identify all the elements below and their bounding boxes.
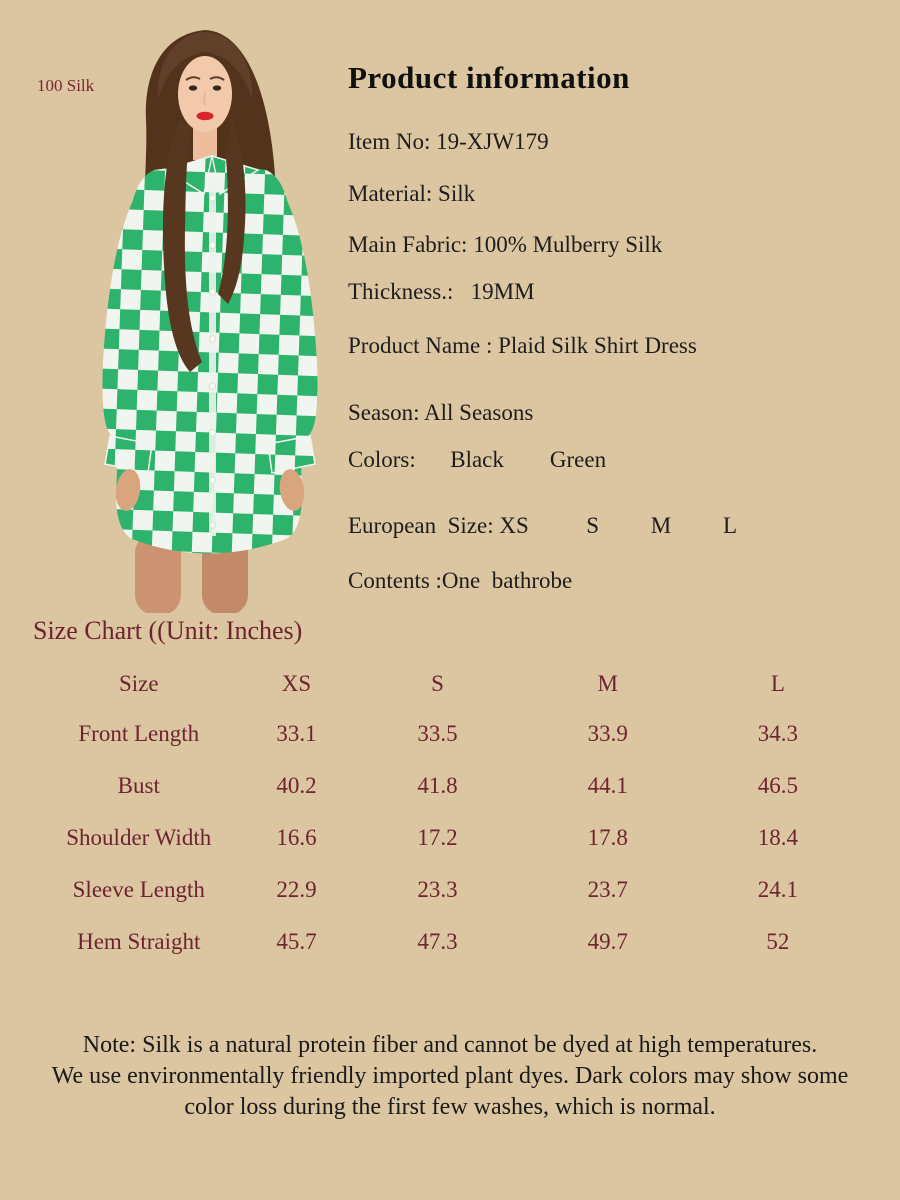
table-row: [35, 916, 865, 968]
cell-value: 40.2: [276, 773, 317, 798]
eye-right: [213, 85, 221, 90]
info-line-main-fabric: Main Fabric: 100% Mulberry Silk: [348, 232, 663, 258]
note-line-2: We use environmentally friendly imported plant dyes. Dark colors may show some color loss during the first few washes, which is normal.: [51, 1063, 849, 1120]
col-header-m: M: [597, 671, 618, 696]
info-line-european-size: European Size: XS S M L: [348, 513, 738, 539]
cell-value: 52: [766, 929, 790, 954]
table-row: [35, 708, 865, 760]
row-label: Hem Straight: [77, 929, 201, 954]
lips-shape: [197, 112, 214, 120]
cell-value: 33.9: [587, 721, 628, 746]
info-line-colors: Colors: Black Green: [348, 446, 607, 472]
info-line-material: Material: Silk: [348, 180, 476, 206]
cell-value: 47.3: [417, 929, 458, 954]
cell-value: 16.6: [276, 825, 317, 850]
size-chart-section: [0, 616, 900, 968]
size-chart-title: Size Chart ((Unit: Inches): [33, 616, 303, 645]
row-label: Shoulder Width: [66, 825, 212, 850]
product-photo: [90, 28, 330, 613]
info-line-contents: Contents :One bathrobe: [348, 567, 573, 593]
info-line-item-no: Item No: 19-XJW179: [348, 129, 549, 154]
table-row: [35, 812, 865, 864]
product-info-section: [348, 60, 896, 594]
size-chart-table: [35, 660, 865, 968]
info-line-thickness: Thickness.: 19MM: [348, 278, 535, 304]
table-row: [35, 760, 865, 812]
cell-value: 24.1: [757, 877, 798, 902]
info-line-season: Season: All Seasons: [348, 399, 534, 425]
info-line-product-name: Product Name : Plaid Silk Shirt Dress: [348, 333, 697, 359]
cell-value: 41.8: [417, 773, 458, 798]
cell-value: 44.1: [587, 773, 628, 798]
cell-value: 33.5: [417, 721, 458, 746]
row-label: Bust: [117, 773, 160, 798]
cell-value: 18.4: [757, 825, 798, 850]
col-header-xs: XS: [281, 671, 312, 696]
row-label: Front Length: [78, 721, 200, 746]
cell-value: 34.3: [757, 721, 798, 746]
cell-value: 17.8: [587, 825, 628, 850]
cell-value: 23.3: [417, 877, 458, 902]
cell-value: 17.2: [417, 825, 458, 850]
silk-badge: 100 Silk: [37, 76, 95, 95]
col-header-s: S: [431, 671, 444, 696]
cell-value: 22.9: [276, 877, 317, 902]
model-illustration: [90, 28, 330, 613]
page-title: Product information: [348, 60, 630, 95]
col-header-size: Size: [118, 671, 159, 696]
note-line-1: Note: Silk is a natural protein fiber and cannot be dyed at high temperatures.: [82, 1032, 818, 1058]
cell-value: 49.7: [587, 929, 628, 954]
cell-value: 23.7: [587, 877, 628, 902]
eye-left: [189, 85, 197, 90]
cell-value: 45.7: [276, 929, 317, 954]
table-header-row: [35, 660, 865, 708]
row-label: Sleeve Length: [72, 877, 205, 902]
cell-value: 46.5: [757, 773, 798, 798]
col-header-l: L: [770, 671, 785, 696]
care-note: [35, 1030, 865, 1123]
table-row: [35, 864, 865, 916]
cell-value: 33.1: [276, 721, 317, 746]
